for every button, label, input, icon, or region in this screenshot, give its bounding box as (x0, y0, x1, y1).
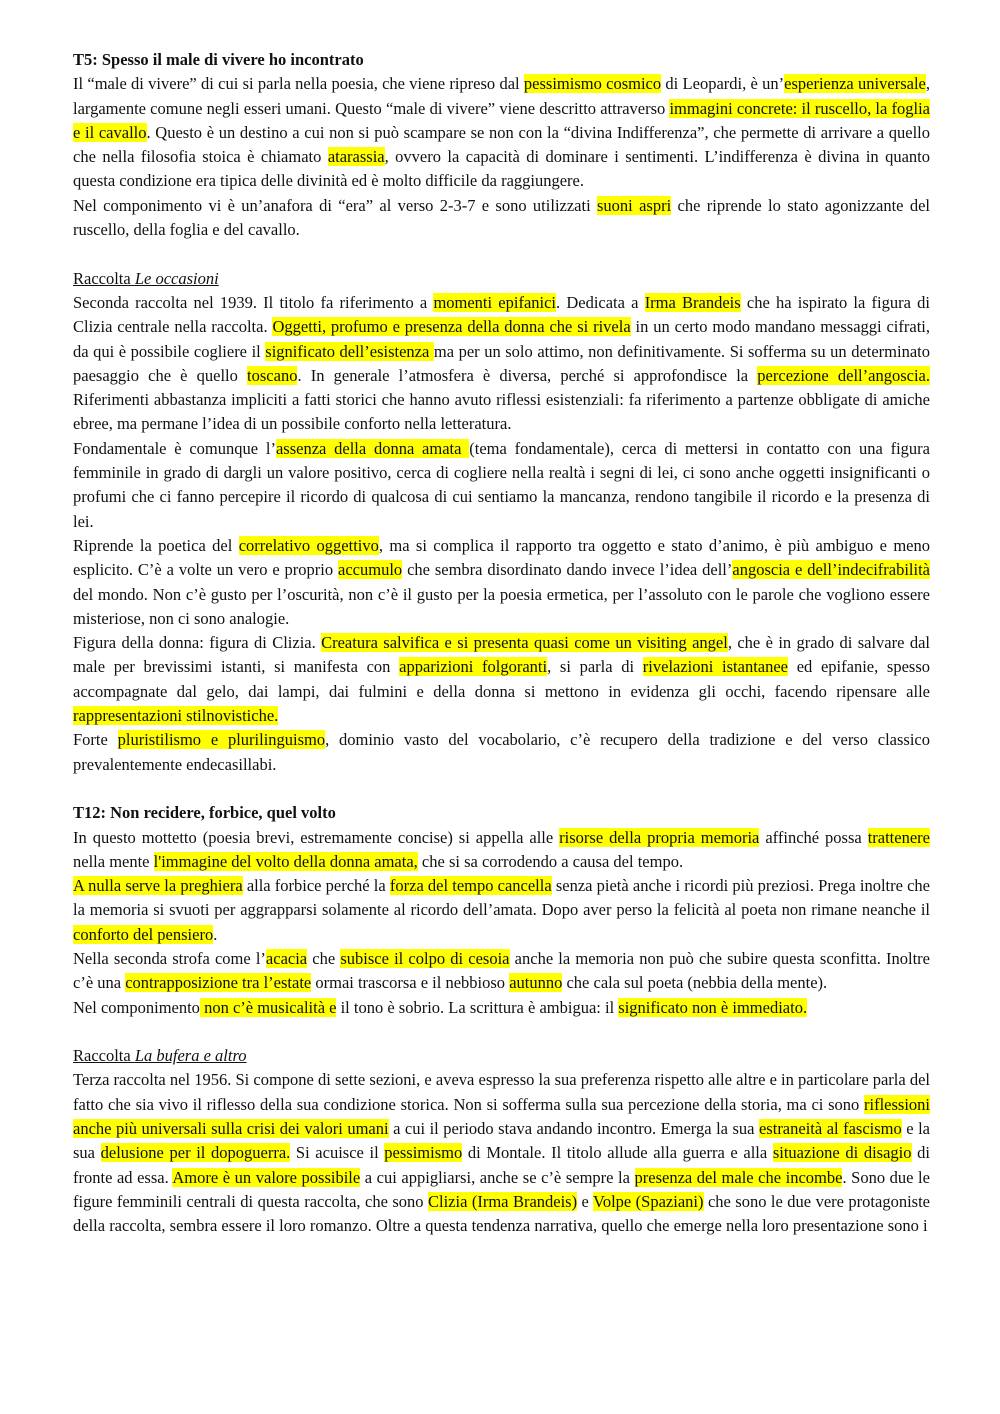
highlighted-text: Volpe (Spaziani) (593, 1191, 704, 1211)
paragraph (73, 291, 930, 437)
paragraph (73, 947, 930, 996)
text-run: (tema fondamentale), cerca di mettersi in contatto con una figura femminile in grado di dargli un valore positivo, cerca di cogliere nella realtà i segni di lei, ci sono anche oggetti insignificanti o profumi che ci fanno percepire il ricordo di qualcosa di cui sentiamo la mancanza, rendono tangibile il ricordo e la presenza di lei. (73, 438, 931, 531)
text-run: il tono è sobrio. La scrittura è ambigua: il (336, 997, 619, 1017)
highlighted-text: immagini concrete: il ruscello, la foglia e il cavallo (73, 98, 931, 142)
section-spacer (73, 777, 930, 801)
highlighted-text: Creatura salvifica e si presenta quasi come un visiting angel (321, 633, 728, 653)
highlighted-text: situazione di disagio (772, 1143, 912, 1163)
text-run: . Questo è un destino a cui non si può scampare se non con la “divina Indifferenza”, che permette di arrivare a quello che nella filosofia stoica è chiamato (73, 122, 930, 167)
text-run: ed epifanie, spesso accompagnate dal gelo, dai lampi, dai fulmini e della donna si mettono in evidenza gli occhi, facendo ripensare alle (73, 657, 930, 701)
text-run: , ovvero la capacità di dominare i sentimenti. L’indifferenza è divina in quanto questa condizione era tipica delle divinità ed è molto difficile da raggiungere. (73, 147, 931, 191)
highlighted-text: autunno (509, 973, 563, 993)
text-run: Riferimenti abbastanza impliciti a fatti storici che hanno avuto riflessi esistenziali: fa riferimento a partenze obbligate di amiche ebree, ma permane l’idea di un possibile conforto nella letteratura. (73, 390, 930, 434)
highlighted-text: A nulla serve la preghiera (73, 876, 243, 896)
highlighted-text: momenti epifanici (433, 292, 557, 312)
text-run: affinché possa (759, 827, 868, 847)
text-run: , largamente comune negli esseri umani. Questo “male di vivere” viene descritto attraverso (73, 74, 930, 118)
paragraph (73, 631, 930, 728)
highlighted-text: pluristilismo e plurilinguismo (117, 730, 326, 750)
highlighted-text: riflessioni anche più universali sulla crisi dei valori umani (73, 1094, 930, 1139)
highlighted-text: presenza del male che incombe (634, 1167, 843, 1187)
text-run: a cui il periodo stava andando incontro. Emerga la sua (388, 1119, 759, 1139)
highlighted-text: delusione per il dopoguerra. (100, 1143, 291, 1163)
collection-prefix: Raccolta (73, 1046, 135, 1066)
highlighted-text: non c’è musicalità e (199, 997, 337, 1017)
paragraph (73, 826, 930, 875)
text-run: che sono le due vere protagoniste della raccolta, sembra essere il loro romanzo. Oltre a questa tendenza narrativa, quello che emerge nella loro presentazione sono i (73, 1191, 930, 1236)
paragraph (73, 996, 930, 1020)
paragraph (73, 1068, 930, 1238)
highlighted-text: apparizioni folgoranti (399, 657, 548, 677)
highlighted-text: forza del tempo cancella (389, 876, 552, 896)
text-run: senza pietà anche i ricordi più preziosi. Prega inoltre che la memoria si svuoti per aggrapparsi solamente al ricordo dell’amata. Dopo aver perso la felicità al poeta non rimane neanche il (73, 876, 930, 920)
highlighted-text: toscano (247, 365, 298, 385)
text-run: che (307, 948, 341, 968)
highlighted-text: accumulo (338, 560, 403, 580)
section-spacer (73, 1020, 930, 1044)
text-run: Nel componimento (73, 997, 200, 1017)
section-heading: T12: Non recidere, forbice, quel volto (73, 803, 336, 823)
text-run: e la sua (73, 1119, 930, 1163)
collection-heading (73, 267, 930, 291)
text-run: , ma si complica il rapporto tra oggetto e stato d’animo, è più ambiguo e meno esplicito. C’è a volte un vero e proprio (73, 535, 930, 580)
text-run: Figura della donna: figura di Clizia. (73, 633, 322, 653)
paragraph (73, 874, 930, 947)
text-run: Il “male di vivere” di cui si parla nella poesia, che viene ripreso dal (73, 74, 524, 94)
text-run: che riprende lo stato agonizzante del ruscello, della foglia e del cavallo. (73, 195, 930, 240)
paragraph (73, 437, 930, 534)
text-run: nella mente (73, 851, 154, 871)
text-run: che cala sul poeta (nebbia della mente). (562, 973, 828, 993)
highlighted-text: trattenere (867, 827, 930, 847)
highlighted-text: l'immagine del volto della donna amata, (153, 851, 418, 871)
text-run: , dominio vasto del vocabolario, c’è recupero della tradizione e del verso classico prevalentemente endecasillabi. (73, 730, 930, 774)
text-run: Nella seconda strofa come l’ (73, 948, 266, 968)
text-run: anche la memoria non può che subire questa sconfitta. Inoltre c’è una (73, 948, 930, 993)
paragraph (73, 534, 930, 631)
collection-prefix: Raccolta (73, 268, 135, 288)
document-page (73, 48, 930, 1239)
text-run: Fondamentale è comunque l’ (73, 438, 276, 458)
highlighted-text: pessimismo cosmico (523, 74, 662, 94)
highlighted-text: significato non è immediato. (618, 997, 808, 1017)
text-run: In questo mottetto (poesia brevi, estremamente concise) si appella alle (73, 827, 560, 847)
highlighted-text: acacia (265, 948, 308, 968)
text-run: di Leopardi, è un’ (661, 74, 785, 94)
text-run: Forte (73, 730, 118, 750)
text-run: in un certo modo mandano messaggi cifrati, da qui è possibile cogliere il (73, 317, 930, 361)
highlighted-text: contrapposizione tra l’estate (125, 973, 312, 993)
text-run: . Dedicata a (556, 292, 645, 312)
text-run: Seconda raccolta nel 1939. Il titolo fa riferimento a (73, 292, 434, 312)
text-run: che si sa corrodendo a causa del tempo. (417, 851, 684, 871)
highlighted-text: atarassia (327, 147, 385, 167)
text-run: che sembra disordinato dando invece l’idea dell’ (402, 560, 733, 580)
highlighted-text: risorse della propria memoria (559, 827, 760, 847)
highlighted-text: rappresentazioni stilnovistiche. (73, 706, 279, 726)
text-run: Nel componimento vi è un’anafora di “era” al verso 2-3-7 e sono utilizzati (73, 195, 597, 215)
text-run: . (213, 924, 218, 944)
highlighted-text: subisce il colpo di cesoia (340, 948, 510, 968)
text-run: che ha ispirato la figura di Clizia centrale nella raccolta. (73, 292, 930, 337)
text-run: e (577, 1191, 594, 1211)
highlighted-text: correlativo oggettivo (238, 535, 379, 555)
text-run: . In generale l’atmosfera è diversa, perché si approfondisce la (297, 365, 758, 385)
highlighted-text: Irma Brandeis (644, 292, 741, 312)
section-spacer (73, 242, 930, 266)
text-run: Si acuisce il (290, 1143, 385, 1163)
text-run: Terza raccolta nel 1956. Si compone di sette sezioni, e aveva espresso la sua preferenza rispetto alle altre e in particolare parla del fatto che sia vivo il riflesso della sua condizione storica. Non si sofferma sulla sua percezione della storia, ma ci sono (73, 1070, 930, 1114)
collection-title: Le occasioni (134, 268, 219, 288)
collection-title: La bufera e altro (134, 1046, 247, 1066)
highlighted-text: esperienza universale (784, 74, 926, 94)
paragraph (73, 728, 930, 777)
text-run: , si parla di (547, 657, 643, 677)
text-run: ormai trascorsa e il nebbioso (311, 973, 510, 993)
section-heading: T5: Spesso il male di vivere ho incontrato (73, 50, 364, 69)
text-run: ma per un solo attimo, non definitivamente. Si sofferma su un determinato paesaggio che è quello (73, 341, 930, 385)
paragraph (73, 194, 930, 243)
highlighted-text: Amore è un valore possibile (172, 1167, 361, 1187)
highlighted-text: suoni aspri (597, 195, 672, 215)
highlighted-text: Oggetti, profumo e presenza della donna che si rivela (272, 317, 631, 337)
text-run: Riprende la poetica del (73, 535, 239, 555)
text-run: a cui appigliarsi, anche se c’è sempre la (360, 1167, 635, 1187)
highlighted-text: Clizia (Irma Brandeis) (427, 1191, 578, 1211)
highlighted-text: angoscia e dell’indecifrabilità (732, 560, 931, 580)
highlighted-text: assenza della donna amata (275, 438, 470, 458)
text-run: del mondo. Non c’è gusto per l’oscurità, non c’è il gusto per la poesia ermetica, per l’assoluto con le parole che vogliono essere misteriose, non ci sono analogie. (73, 584, 930, 628)
text-run: alla forbice perché la (242, 876, 390, 896)
paragraph (73, 72, 930, 193)
highlighted-text: percezione dell’angoscia. (757, 365, 930, 385)
highlighted-text: estraneità al fascismo (758, 1119, 902, 1139)
highlighted-text: significato dell’esistenza (265, 341, 434, 361)
text-run: di fronte ad essa. (73, 1143, 930, 1187)
text-run: . Sono due le figure femminili centrali di questa raccolta, che sono (73, 1167, 930, 1211)
text-run: di Montale. Il titolo allude alla guerra e alla (462, 1143, 773, 1163)
highlighted-text: conforto del pensiero (73, 924, 214, 944)
highlighted-text: pessimismo (384, 1143, 463, 1163)
text-run: , che è in grado di salvare dal male per brevissimi istanti, si manifesta con (73, 633, 930, 677)
collection-heading (73, 1044, 930, 1068)
highlighted-text: rivelazioni istantanee (642, 657, 789, 677)
